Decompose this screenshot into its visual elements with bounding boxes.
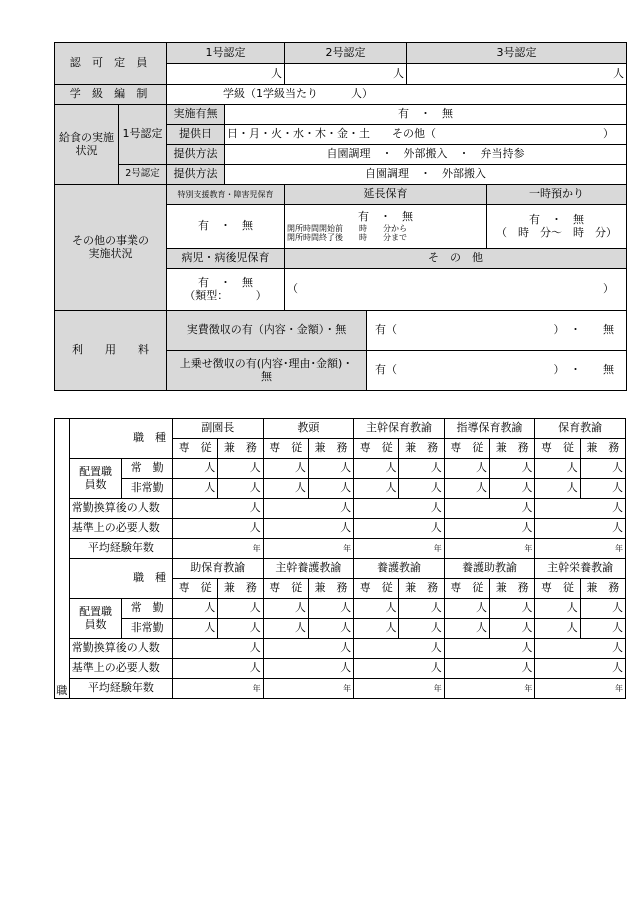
senju-group2-1: 専 従 [263, 579, 308, 599]
hijokin-value-group2-5[interactable]: 人 [399, 619, 444, 639]
hijokin-value-group2-3[interactable]: 人 [308, 619, 353, 639]
role-header-group1-4: 保育教諭 [535, 419, 626, 439]
kenmu-group2-1: 兼 務 [308, 579, 353, 599]
kenmu-group1-4: 兼 務 [580, 439, 625, 459]
riyo-jippi-open: 有（ [375, 323, 398, 337]
riyo-uwanose-open: 有（ [375, 363, 398, 377]
jokin-value-group2-0[interactable]: 人 [172, 599, 217, 619]
ninka-label: 認 可 定 員 [55, 43, 167, 85]
hijokin-value-group2-8[interactable]: 人 [535, 619, 580, 639]
role-header-group2-4: 主幹栄養教諭 [535, 559, 626, 579]
jokin-value-group2-8[interactable]: 人 [535, 599, 580, 619]
kenmu-group1-3: 兼 務 [490, 439, 535, 459]
gakkyu-value[interactable]: 学級（1学級当たり 人） [167, 85, 627, 105]
sonota-other-header: そ の 他 [285, 249, 627, 269]
hitsuyo-value-group2-4[interactable]: 人 [535, 659, 626, 679]
senju-group1-1: 専 従 [263, 439, 308, 459]
hijokin-value-group1-3[interactable]: 人 [308, 479, 353, 499]
kyushoku-jisshi-label: 実施有無 [167, 105, 225, 125]
senju-group2-0: 専 従 [172, 579, 217, 599]
kanzan-value-group1-1[interactable]: 人 [263, 499, 354, 519]
kanzan-value-group1-4[interactable]: 人 [535, 499, 626, 519]
encho-umu: 有 ・ 無 [358, 209, 414, 223]
kyushoku-1go-label: 1号認定 [119, 105, 167, 165]
role-header-group2-0: 助保育教諭 [172, 559, 263, 579]
kanzan-value-group2-3[interactable]: 人 [444, 639, 535, 659]
hitsuyo-value-group2-0[interactable]: 人 [172, 659, 263, 679]
encho-value[interactable] [285, 205, 487, 249]
role-header-group2-1: 主幹養護教諭 [263, 559, 354, 579]
heikin-value-group1-3[interactable]: 年 [444, 539, 535, 559]
hijokin-value-group2-9[interactable]: 人 [580, 619, 625, 639]
staff-table [54, 418, 626, 699]
jokin-value-group2-2[interactable]: 人 [263, 599, 308, 619]
byoji-umu: 有 ・ 無 [198, 275, 254, 289]
form-top-table [54, 42, 627, 391]
kyushoku-2go-hoho-value[interactable]: 自園調理 ・ 外部搬入 [225, 165, 627, 185]
jokin-value-group1-6[interactable]: 人 [444, 459, 489, 479]
jokin-value-group2-1[interactable]: 人 [218, 599, 263, 619]
riyo-jippi-value[interactable] [367, 311, 627, 351]
jokin-value-group2-6[interactable]: 人 [444, 599, 489, 619]
jokin-value-group1-9[interactable]: 人 [580, 459, 625, 479]
haichi-label-group2: 配置職員数 [69, 599, 122, 639]
tokubetsu-header: 特別支援教育・障害児保育 [167, 185, 285, 205]
jokin-label-group1: 常 勤 [122, 459, 173, 479]
jokin-value-group1-8[interactable]: 人 [535, 459, 580, 479]
kenmu-group2-2: 兼 務 [399, 579, 444, 599]
staff-side-label: 職 [55, 419, 70, 699]
ninka-3go-header: 3号認定 [407, 43, 627, 64]
role-header-group2-3: 養護助教諭 [444, 559, 535, 579]
hitsuyo-value-group2-2[interactable]: 人 [354, 659, 445, 679]
ichiji-value[interactable] [487, 205, 627, 249]
kenmu-group1-0: 兼 務 [218, 439, 263, 459]
sonota-label: その他の事業の実施状況 [55, 185, 167, 311]
riyo-jippi-label: 実費徴収の有（内容・金額）・無 [167, 311, 367, 351]
encho-start: 開所時間開始前 時 分から [287, 223, 408, 233]
gakkyu-label: 学 級 編 制 [55, 85, 167, 105]
heikin-value-group2-1[interactable]: 年 [263, 679, 354, 699]
senju-group2-2: 専 従 [354, 579, 399, 599]
senju-group1-0: 専 従 [172, 439, 217, 459]
encho-header: 延長保育 [285, 185, 487, 205]
kanzan-value-group1-3[interactable]: 人 [444, 499, 535, 519]
heikin-value-group1-4[interactable]: 年 [535, 539, 626, 559]
sonota-other-value[interactable] [285, 269, 627, 311]
shokushu-label-group1: 職 種 [69, 419, 172, 459]
senju-group2-3: 専 従 [444, 579, 489, 599]
role-header-group1-1: 教頭 [263, 419, 354, 439]
heikin-value-group1-2[interactable]: 年 [354, 539, 445, 559]
kyushoku-2go-label: 2号認定 [119, 165, 167, 185]
hijokin-value-group2-0[interactable]: 人 [172, 619, 217, 639]
hijokin-value-group1-8[interactable]: 人 [535, 479, 580, 499]
ninka-3go-value[interactable]: 人 [407, 64, 627, 85]
byoji-type: （類型： ） [184, 288, 267, 302]
role-header-group1-3: 指導保育教諭 [444, 419, 535, 439]
kyushoku-2go-hoho-label: 提供方法 [167, 165, 225, 185]
hijokin-value-group2-2[interactable]: 人 [263, 619, 308, 639]
hitsuyo-value-group1-4[interactable]: 人 [535, 519, 626, 539]
hitsuyo-label-group1: 基準上の必要人数 [69, 519, 172, 539]
hitsuyo-value-group1-1[interactable]: 人 [263, 519, 354, 539]
hijokin-value-group1-9[interactable]: 人 [580, 479, 625, 499]
heikin-value-group2-2[interactable]: 年 [354, 679, 445, 699]
kyushoku-hoho-value[interactable]: 自園調理 ・ 外部搬入 ・ 弁当持参 [225, 145, 627, 165]
kanzan-value-group2-0[interactable]: 人 [172, 639, 263, 659]
kanzan-label-group2: 常勤換算後の人数 [69, 639, 172, 659]
jokin-value-group2-4[interactable]: 人 [354, 599, 399, 619]
ninka-2go-value[interactable]: 人 [285, 64, 407, 85]
role-header-group2-2: 養護教諭 [354, 559, 445, 579]
sonota-open: （ [287, 282, 299, 296]
encho-end: 開所時間終了後 時 分まで [287, 232, 408, 242]
heikin-value-group1-0[interactable]: 年 [172, 539, 263, 559]
kanzan-value-group2-4[interactable]: 人 [535, 639, 626, 659]
jokin-value-group1-4[interactable]: 人 [354, 459, 399, 479]
kenmu-group2-0: 兼 務 [218, 579, 263, 599]
heikin-label-group1: 平均経験年数 [69, 539, 172, 559]
kyushoku-teikyobi-close: ） [603, 127, 615, 141]
byoji-header: 病児・病後児保育 [167, 249, 285, 269]
haichi-label-group1: 配置職員数 [69, 459, 122, 499]
hijokin-value-group1-2[interactable]: 人 [263, 479, 308, 499]
kanzan-value-group1-0[interactable]: 人 [172, 499, 263, 519]
jokin-value-group1-7[interactable]: 人 [490, 459, 535, 479]
kenmu-group1-1: 兼 務 [308, 439, 353, 459]
kanzan-value-group2-2[interactable]: 人 [354, 639, 445, 659]
sonota-close: ） [603, 282, 615, 296]
kanzan-value-group1-2[interactable]: 人 [354, 499, 445, 519]
ichiji-umu: 有 ・ 無 [529, 212, 585, 226]
jokin-value-group1-1[interactable]: 人 [218, 459, 263, 479]
hijokin-value-group2-1[interactable]: 人 [218, 619, 263, 639]
senju-group1-4: 専 従 [535, 439, 580, 459]
heikin-label-group2: 平均経験年数 [69, 679, 172, 699]
hitsuyo-value-group2-1[interactable]: 人 [263, 659, 354, 679]
kyushoku-teikyobi-label: 提供日 [167, 125, 225, 145]
kyushoku-hoho-label: 提供方法 [167, 145, 225, 165]
jokin-value-group1-5[interactable]: 人 [399, 459, 444, 479]
hijokin-value-group1-7[interactable]: 人 [490, 479, 535, 499]
riyo-jippi-close: ） ・ 無 [553, 323, 615, 337]
hitsuyo-value-group1-3[interactable]: 人 [444, 519, 535, 539]
hijokin-value-group1-6[interactable]: 人 [444, 479, 489, 499]
ninka-2go-header: 2号認定 [285, 43, 407, 64]
jokin-value-group1-0[interactable]: 人 [172, 459, 217, 479]
kenmu-group2-3: 兼 務 [490, 579, 535, 599]
riyo-uwanose-close: ） ・ 無 [553, 363, 615, 377]
jokin-value-group2-7[interactable]: 人 [490, 599, 535, 619]
jokin-value-group2-3[interactable]: 人 [308, 599, 353, 619]
kyushoku-teikyobi-text: 日・月・火・水・木・金・土 その他（ [227, 127, 437, 141]
senju-group1-2: 専 従 [354, 439, 399, 459]
heikin-value-group1-1[interactable]: 年 [263, 539, 354, 559]
hitsuyo-label-group2: 基準上の必要人数 [69, 659, 172, 679]
hijokin-label-group1: 非常勤 [122, 479, 173, 499]
hitsuyo-value-group2-3[interactable]: 人 [444, 659, 535, 679]
hijokin-value-group1-4[interactable]: 人 [354, 479, 399, 499]
senju-group1-3: 専 従 [444, 439, 489, 459]
role-header-group1-2: 主幹保育教諭 [354, 419, 445, 439]
jokin-label-group2: 常 勤 [122, 599, 173, 619]
heikin-value-group2-0[interactable]: 年 [172, 679, 263, 699]
hijokin-value-group2-6[interactable]: 人 [444, 619, 489, 639]
hitsuyo-value-group1-0[interactable]: 人 [172, 519, 263, 539]
riyo-label: 利 用 料 [55, 311, 167, 391]
hitsuyo-value-group1-2[interactable]: 人 [354, 519, 445, 539]
heikin-value-group2-3[interactable]: 年 [444, 679, 535, 699]
heikin-value-group2-4[interactable]: 年 [535, 679, 626, 699]
riyo-uwanose-label: 上乗せ徴収の有(内容･理由･金額)・無 [167, 351, 367, 391]
jokin-value-group2-5[interactable]: 人 [399, 599, 444, 619]
kenmu-group2-4: 兼 務 [580, 579, 625, 599]
jokin-value-group1-3[interactable]: 人 [308, 459, 353, 479]
hijokin-value-group1-0[interactable]: 人 [172, 479, 217, 499]
hijokin-value-group2-4[interactable]: 人 [354, 619, 399, 639]
ninka-1go-header: 1号認定 [167, 43, 285, 64]
hijokin-value-group1-5[interactable]: 人 [399, 479, 444, 499]
kyushoku-teikyobi-value[interactable] [225, 125, 627, 145]
ichiji-header: 一時預かり [487, 185, 627, 205]
hijokin-label-group2: 非常勤 [122, 619, 173, 639]
jokin-value-group1-2[interactable]: 人 [263, 459, 308, 479]
ninka-1go-value[interactable]: 人 [167, 64, 285, 85]
kyushoku-jisshi-value[interactable]: 有 ・ 無 [225, 105, 627, 125]
ichiji-time: （ 時 分～ 時 分） [496, 225, 618, 239]
jokin-value-group2-9[interactable]: 人 [580, 599, 625, 619]
kanzan-label-group1: 常勤換算後の人数 [69, 499, 172, 519]
tokubetsu-value[interactable]: 有 ・ 無 [167, 205, 285, 249]
kenmu-group1-2: 兼 務 [399, 439, 444, 459]
role-header-group1-0: 副園長 [172, 419, 263, 439]
hijokin-value-group1-1[interactable]: 人 [218, 479, 263, 499]
senju-group2-4: 専 従 [535, 579, 580, 599]
kanzan-value-group2-1[interactable]: 人 [263, 639, 354, 659]
shokushu-label-group2: 職 種 [69, 559, 172, 599]
kyushoku-label: 給食の実施状況 [55, 105, 119, 185]
hijokin-value-group2-7[interactable]: 人 [490, 619, 535, 639]
riyo-uwanose-value[interactable] [367, 351, 627, 391]
byoji-value[interactable] [167, 269, 285, 311]
